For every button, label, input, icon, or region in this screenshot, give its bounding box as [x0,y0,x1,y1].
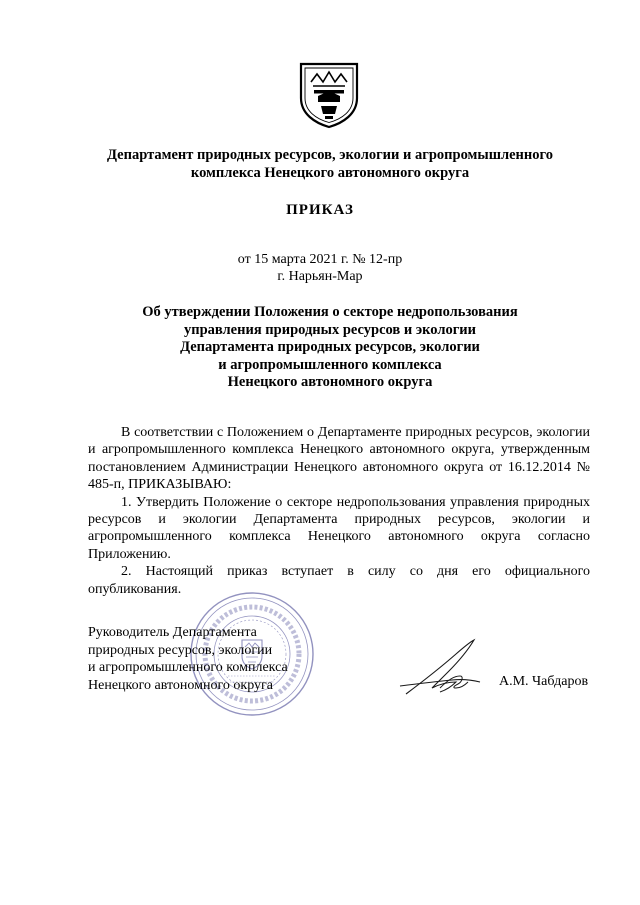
nenets-coat-of-arms-icon [297,60,361,130]
signatory-position-line-1: Руководитель Департамента [88,625,257,640]
order-title: ПРИКАЗ [286,202,354,218]
handwritten-signature-icon [396,636,488,700]
subject-line-2: управления природных ресурсов и экологии [183,321,477,338]
subject-line-4: и агропромышленного комплекса [218,356,442,373]
department-line-1: Департамент природных ресурсов, экологии и агропромышленного [107,147,553,163]
order-date-block [0,251,640,285]
signatory-position-line-3: и агропромышленного комплекса [88,660,288,676]
order-subject [110,304,550,392]
body-paragraph-preamble: В соответствии с Положением о Департаменте природных ресурсов, экологии и агропромышленного комплекса Ненецкого автономного округа, утвержденным постановлением Администрации Ненецкого автономного округа от 16.12.2014 № 485-п, ПРИКАЗЫВАЮ: [88,425,590,493]
order-date-number: от 15 марта 2021 г. № 12-пр [237,252,403,267]
signatory-position [88,624,288,694]
subject-line-5: Ненецкого автономного округа [227,374,433,390]
signatory-position-line-2: природных ресурсов, экологии [88,642,273,658]
signatory-name: А.М. Чабдаров [499,674,589,689]
signatory-position-line-4: Ненецкого автономного округа [88,677,273,693]
subject-line-3: Департамента природных ресурсов, экологии [180,339,480,355]
subject-line-1: Об утверждении Положения о секторе недропользования [142,304,518,320]
body-paragraph-item-1: 1. Утвердить Положение о секторе недропользования управления природных ресурсов и экологии Департамента природных ресурсов, экологии и агропромышленного комплекса Ненецкого автономного округа согласно Приложению. [88,494,590,562]
department-line-2: комплекса Ненецкого автономного округа [190,165,470,181]
order-city: г. Нарьян-Мар [277,269,363,284]
body-paragraph-item-2: 2. Настоящий приказ вступает в силу со дня его официального опубликования. [88,564,590,597]
order-body [88,424,590,598]
department-heading [70,146,590,182]
